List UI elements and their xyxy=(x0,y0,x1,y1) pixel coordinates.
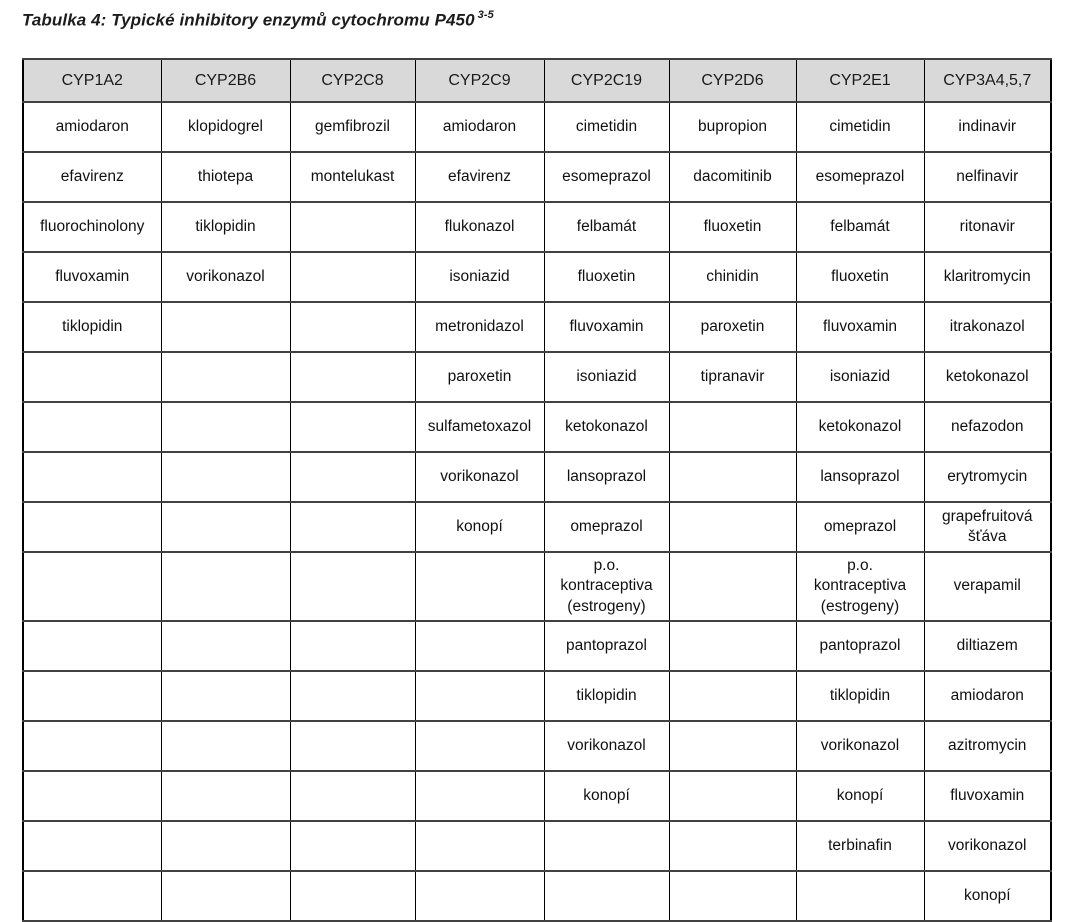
table-cell xyxy=(290,352,415,402)
table-cell xyxy=(290,252,415,302)
table-cell: isoniazid xyxy=(544,352,669,402)
table-cell xyxy=(669,721,796,771)
table-row xyxy=(23,352,1051,402)
table-cell: omeprazol xyxy=(796,502,924,552)
table-cell xyxy=(415,771,544,821)
table-cell xyxy=(669,871,796,921)
table-cell: efavirenz xyxy=(23,152,161,202)
table-row xyxy=(23,502,1051,552)
table-row xyxy=(23,452,1051,502)
table-cell xyxy=(161,302,290,352)
table-cell: fluvoxamin xyxy=(924,771,1051,821)
table-cell xyxy=(290,821,415,871)
table-cell xyxy=(669,771,796,821)
table-cell: klaritromycin xyxy=(924,252,1051,302)
table-cell: amiodaron xyxy=(415,102,544,152)
table-cell: p.o. kontraceptiva (estrogeny) xyxy=(796,552,924,621)
table-cell: tiklopidin xyxy=(796,671,924,721)
table-cell xyxy=(23,452,161,502)
table-row xyxy=(23,821,1051,871)
table-cell: vorikonazol xyxy=(161,252,290,302)
table-cell xyxy=(161,552,290,621)
table-cell: gemfibrozil xyxy=(290,102,415,152)
table-cell: ketokonazol xyxy=(796,402,924,452)
table-cell xyxy=(161,721,290,771)
table-cell xyxy=(290,621,415,671)
table-cell: fluvoxamin xyxy=(23,252,161,302)
table-cell xyxy=(161,771,290,821)
table-cell: isoniazid xyxy=(796,352,924,402)
table-cell: verapamil xyxy=(924,552,1051,621)
table-cell xyxy=(161,452,290,502)
table-cell xyxy=(23,821,161,871)
column-header: CYP2C19 xyxy=(544,59,669,102)
table-cell: ketokonazol xyxy=(924,352,1051,402)
table-cell: terbinafin xyxy=(796,821,924,871)
column-header: CYP3A4,5,7 xyxy=(924,59,1051,102)
table-cell xyxy=(23,671,161,721)
table-cell: cimetidin xyxy=(796,102,924,152)
table-cell: tiklopidin xyxy=(161,202,290,252)
table-cell: klopidogrel xyxy=(161,102,290,152)
table-cell xyxy=(23,621,161,671)
table-cell: lansoprazol xyxy=(796,452,924,502)
table-cell xyxy=(415,871,544,921)
table-caption-citation: 3-5 xyxy=(477,9,494,21)
table-cell: felbamát xyxy=(544,202,669,252)
table-row xyxy=(23,552,1051,621)
table-cell xyxy=(669,502,796,552)
table-cell: konopí xyxy=(796,771,924,821)
table-cell: nelfinavir xyxy=(924,152,1051,202)
table-cell xyxy=(161,871,290,921)
table-cell xyxy=(669,452,796,502)
table-cell: konopí xyxy=(924,871,1051,921)
table-cell: lansoprazol xyxy=(544,452,669,502)
table-caption-text: Tabulka 4: Typické inhibitory enzymů cytochromu P450 xyxy=(22,10,475,30)
table-row xyxy=(23,771,1051,821)
table-cell xyxy=(161,402,290,452)
table-cell: ritonavir xyxy=(924,202,1051,252)
table-cell: erytromycin xyxy=(924,452,1051,502)
table-cell: pantoprazol xyxy=(544,621,669,671)
table-cell xyxy=(290,771,415,821)
table-cell: thiotepa xyxy=(161,152,290,202)
table-cell xyxy=(415,671,544,721)
header-row xyxy=(23,59,1051,102)
table-row xyxy=(23,871,1051,921)
column-header: CYP2C9 xyxy=(415,59,544,102)
table-cell: azitromycin xyxy=(924,721,1051,771)
table-cell xyxy=(415,621,544,671)
table-row xyxy=(23,671,1051,721)
table-row xyxy=(23,402,1051,452)
table-cell xyxy=(23,871,161,921)
table-cell: paroxetin xyxy=(415,352,544,402)
table-cell xyxy=(290,871,415,921)
table-row xyxy=(23,202,1051,252)
table-cell xyxy=(23,402,161,452)
table-cell: paroxetin xyxy=(669,302,796,352)
table-cell: flukonazol xyxy=(415,202,544,252)
table-cell xyxy=(415,552,544,621)
table-cell: omeprazol xyxy=(544,502,669,552)
table-cell xyxy=(290,452,415,502)
table-row xyxy=(23,102,1051,152)
table-row xyxy=(23,302,1051,352)
table-cell xyxy=(415,821,544,871)
table-caption xyxy=(22,10,494,31)
table-cell xyxy=(161,352,290,402)
table-cell: ketokonazol xyxy=(544,402,669,452)
table-cell xyxy=(669,621,796,671)
table-cell: fluvoxamin xyxy=(796,302,924,352)
table-cell: amiodaron xyxy=(23,102,161,152)
table-row xyxy=(23,621,1051,671)
table-cell: metronidazol xyxy=(415,302,544,352)
table-cell: fluoxetin xyxy=(544,252,669,302)
column-header: CYP2C8 xyxy=(290,59,415,102)
table-cell xyxy=(161,621,290,671)
table-cell: dacomitinib xyxy=(669,152,796,202)
table-cell: pantoprazol xyxy=(796,621,924,671)
table-cell: konopí xyxy=(415,502,544,552)
table-cell: indinavir xyxy=(924,102,1051,152)
table-cell xyxy=(23,502,161,552)
table-cell: tiklopidin xyxy=(23,302,161,352)
table-cell: bupropion xyxy=(669,102,796,152)
table-cell xyxy=(290,502,415,552)
table-cell: konopí xyxy=(544,771,669,821)
table-cell xyxy=(161,821,290,871)
column-header: CYP2B6 xyxy=(161,59,290,102)
table-cell: fluvoxamin xyxy=(544,302,669,352)
table-cell: fluorochinolony xyxy=(23,202,161,252)
table-cell xyxy=(796,871,924,921)
table-cell: tipranavir xyxy=(669,352,796,402)
column-header: CYP1A2 xyxy=(23,59,161,102)
table-cell: vorikonazol xyxy=(924,821,1051,871)
table-cell xyxy=(544,871,669,921)
table-cell: grapefruitová šťáva xyxy=(924,502,1051,552)
table-cell: isoniazid xyxy=(415,252,544,302)
table-cell: esomeprazol xyxy=(796,152,924,202)
table-cell xyxy=(669,671,796,721)
table-cell: amiodaron xyxy=(924,671,1051,721)
table-cell xyxy=(290,302,415,352)
table-cell xyxy=(290,402,415,452)
table-row xyxy=(23,252,1051,302)
table-cell: fluoxetin xyxy=(796,252,924,302)
table-cell xyxy=(544,821,669,871)
table-cell xyxy=(290,552,415,621)
table-cell: sulfametoxazol xyxy=(415,402,544,452)
table-cell xyxy=(415,721,544,771)
table-cell xyxy=(23,552,161,621)
table-cell: vorikonazol xyxy=(796,721,924,771)
table-cell xyxy=(23,721,161,771)
table-cell: esomeprazol xyxy=(544,152,669,202)
table-cell: efavirenz xyxy=(415,152,544,202)
table-cell xyxy=(161,502,290,552)
table-cell: felbamát xyxy=(796,202,924,252)
table-cell: cimetidin xyxy=(544,102,669,152)
table-row xyxy=(23,721,1051,771)
table-cell xyxy=(290,721,415,771)
cyp-inhibitors-table xyxy=(22,58,1052,922)
table-row xyxy=(23,152,1051,202)
table-cell xyxy=(290,671,415,721)
table-cell xyxy=(669,552,796,621)
table-cell: vorikonazol xyxy=(415,452,544,502)
table-cell: diltiazem xyxy=(924,621,1051,671)
table-cell: vorikonazol xyxy=(544,721,669,771)
table-cell xyxy=(23,352,161,402)
column-header: CYP2E1 xyxy=(796,59,924,102)
table-cell xyxy=(161,671,290,721)
column-header: CYP2D6 xyxy=(669,59,796,102)
table-cell xyxy=(669,821,796,871)
table-cell: p.o. kontraceptiva (estrogeny) xyxy=(544,552,669,621)
table-cell: nefazodon xyxy=(924,402,1051,452)
table-cell: itrakonazol xyxy=(924,302,1051,352)
table-cell xyxy=(290,202,415,252)
table-cell: chinidin xyxy=(669,252,796,302)
table-cell xyxy=(669,402,796,452)
table-cell: fluoxetin xyxy=(669,202,796,252)
table-cell: montelukast xyxy=(290,152,415,202)
table-cell xyxy=(23,771,161,821)
table-cell: tiklopidin xyxy=(544,671,669,721)
